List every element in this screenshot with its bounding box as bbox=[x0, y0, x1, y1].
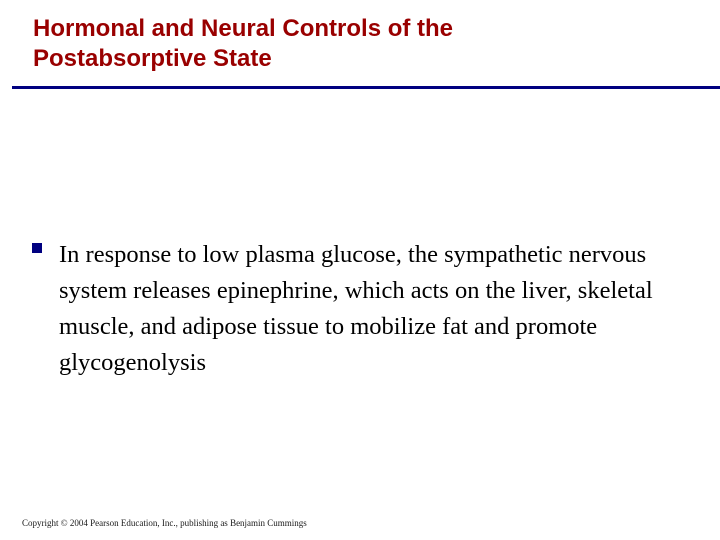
bullet-item-text: In response to low plasma glucose, the sympathetic nervous system releases epinephrine, which acts on the liver, skeletal muscle, and adipose tissue to mobilize fat and promote glycogenolysis bbox=[59, 241, 653, 376]
copyright-notice: Copyright © 2004 Pearson Education, Inc., publishing as Benjamin Cummings bbox=[22, 518, 307, 528]
slide-title-line-2: Postabsorptive State bbox=[33, 45, 272, 72]
slide-title-line-1: Hormonal and Neural Controls of the bbox=[33, 15, 454, 42]
title-underline-rule bbox=[12, 86, 720, 89]
bullet-list bbox=[32, 237, 692, 381]
square-bullet-icon bbox=[32, 243, 42, 253]
slide-title bbox=[33, 14, 693, 74]
